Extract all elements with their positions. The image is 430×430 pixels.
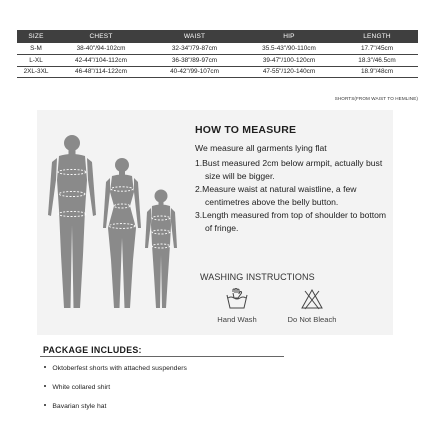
no-bleach-label: Do Not Bleach [287, 315, 337, 324]
table-cell: L-XL [17, 55, 55, 67]
size-chart-note: SHORTS(FROM WAIST TO HEMLINE) [334, 96, 418, 101]
table-cell: 18.9"/48cm [336, 66, 418, 78]
measure-steps-list [195, 157, 391, 234]
package-includes-title: PACKAGE INCLUDES: [43, 345, 142, 355]
column-header-size: SIZE [17, 30, 55, 43]
hand-wash-item [197, 288, 277, 324]
table-cell: S-M [17, 43, 55, 55]
table-cell: 46-48"/114-122cm [55, 66, 147, 78]
table-cell: 35.5-43"/90-110cm [242, 43, 336, 55]
table-cell: 2XL-3XL [17, 66, 55, 78]
table-cell: 32-34"/79-87cm [147, 43, 242, 55]
table-cell: 39-47"/100-120cm [242, 55, 336, 67]
woman-figure-icon [103, 158, 141, 308]
bullet-icon [44, 366, 46, 368]
bullet-icon [44, 404, 46, 406]
hand-wash-icon [225, 288, 249, 310]
size-chart-header-row [17, 30, 418, 43]
column-header-length: LENGTH [336, 30, 418, 43]
table-cell: 17.7"/45cm [336, 43, 418, 55]
package-item-label: White collared shirt [52, 384, 111, 391]
list-item [44, 402, 187, 421]
bullet-icon [44, 385, 46, 387]
measure-panel [37, 110, 393, 335]
child-figure-icon [145, 190, 177, 309]
washing-instructions-title: WASHING INSTRUCTIONS [200, 272, 315, 282]
table-cell: 40-42"/99-107cm [147, 66, 242, 78]
package-items-list [44, 364, 187, 421]
no-bleach-icon [300, 288, 324, 310]
how-to-measure-section [195, 124, 391, 235]
list-item: 2.Measure waist at natural waistline, a few centimetres above the belly button. [195, 184, 357, 207]
table-row [17, 43, 418, 55]
hand-wash-label: Hand Wash [217, 315, 257, 324]
size-chart-table [17, 30, 418, 78]
column-header-chest: CHEST [55, 30, 147, 43]
column-header-hip: HIP [242, 30, 336, 43]
table-row [17, 66, 418, 78]
table-cell: 42-44"/104-112cm [55, 55, 147, 67]
table-cell: 36-38"/89-97cm [147, 55, 242, 67]
list-item [44, 364, 187, 383]
table-cell: 18.3"/46.5cm [336, 55, 418, 67]
package-divider [40, 356, 284, 357]
package-item-label: Oktoberfest shorts with attached suspenders [52, 365, 187, 372]
how-to-measure-title: HOW TO MEASURE [195, 124, 297, 136]
list-item: 1.Bust measured 2cm below armpit, actually bust size will be bigger. [195, 158, 383, 181]
body-figures-illustration [37, 110, 187, 335]
table-cell: 47-55"/120-140cm [242, 66, 336, 78]
list-item [44, 383, 187, 402]
package-item-label: Bavarian style hat [52, 403, 107, 410]
table-row [17, 55, 418, 67]
table-cell: 38-40"/94-102cm [55, 43, 147, 55]
list-item: 3.Length measured from top of shoulder to bottom of fringe. [195, 210, 387, 233]
how-to-measure-intro: We measure all garments lying flat [195, 143, 327, 153]
column-header-waist: WAIST [147, 30, 242, 43]
man-figure-icon [48, 135, 96, 308]
no-bleach-item [272, 288, 352, 324]
